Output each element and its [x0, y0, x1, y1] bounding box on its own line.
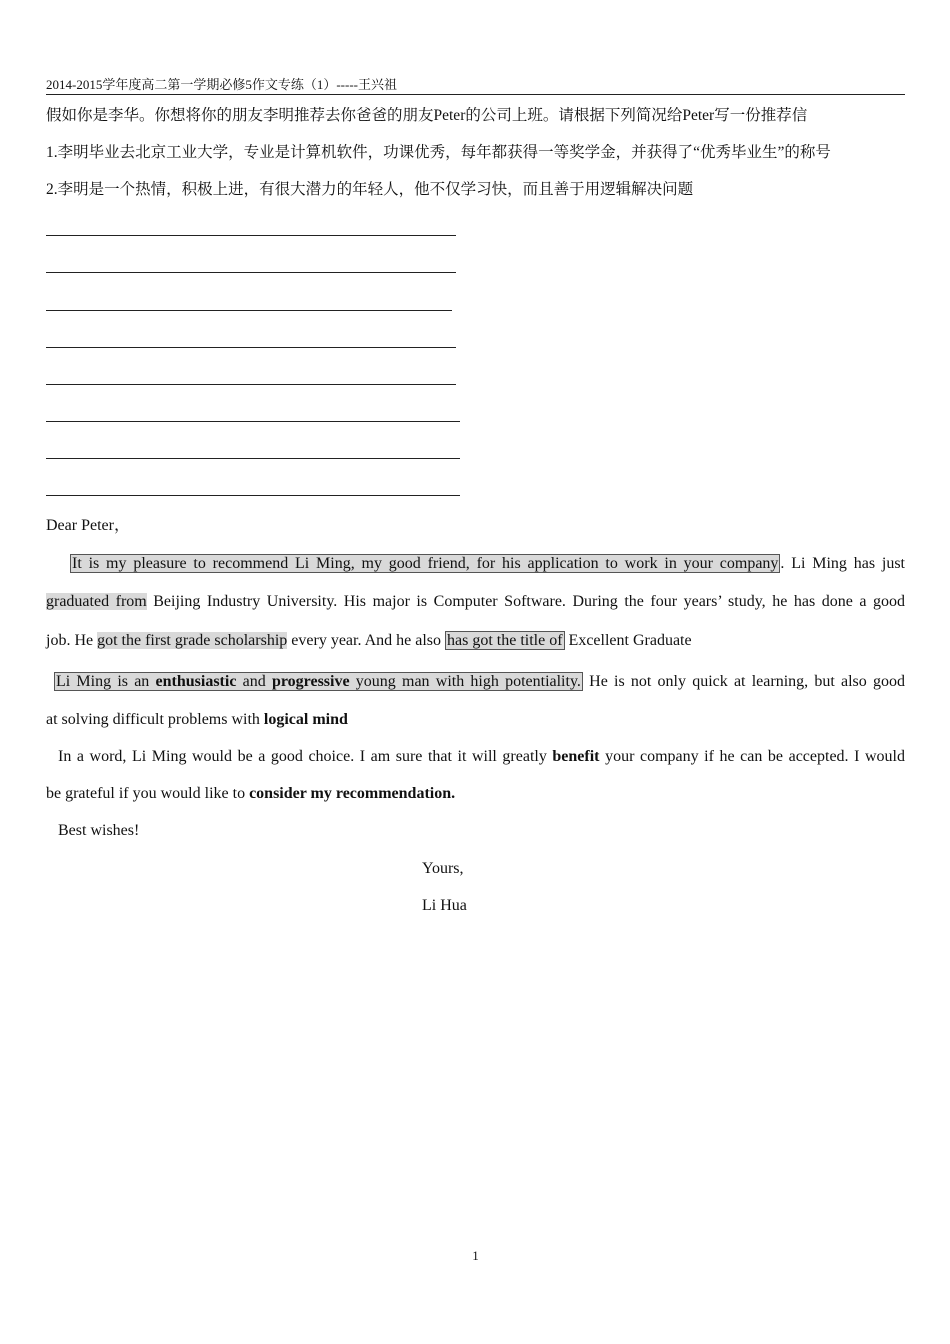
- prompt-line-3: 2.李明是一个热情，积极上进，有很大潜力的年轻人，他不仅学习快，而且善于用逻辑解决问题: [46, 181, 694, 198]
- answer-line: [46, 421, 460, 422]
- highlight-shade: got the first grade scholarship: [97, 632, 288, 649]
- page-number: 1: [472, 1248, 479, 1263]
- letter-greeting: Dear Peter，: [46, 517, 130, 534]
- answer-line: [46, 272, 456, 273]
- paragraph-2-line-2: at solving difficult problems with logical mind: [46, 711, 348, 728]
- highlight-shade: graduated from: [46, 593, 147, 610]
- highlight-box: It is my pleasure to recommend Li Ming, my good friend, for his application to work in your company: [72, 555, 779, 572]
- highlight-box: has got the title of: [447, 632, 563, 649]
- prompt-line-2: 1.李明毕业去北京工业大学，专业是计算机软件，功课优秀，每年都获得一等奖学金，并获得了“优秀毕业生”的称号: [46, 144, 831, 161]
- prompt-line-1: 假如你是李华。你想将你的朋友李明推荐去你爸爸的朋友Peter的公司上班。请根据下列简况给Peter写一份推荐信: [46, 107, 808, 124]
- paragraph-3-line-1: In a word, Li Ming would be a good choice. I am sure that it will greatly benefit your company if he can be accepted. I would: [58, 748, 905, 765]
- answer-line: [46, 347, 456, 348]
- answer-line: [46, 310, 452, 311]
- highlight-box: Li Ming is an enthusiastic and progressive young man with high potentiality.: [56, 673, 581, 690]
- answer-line: [46, 458, 460, 459]
- paragraph-1-line-2: graduated from Beijing Industry University. His major is Computer Software. During the four years’ study, he has done a good: [46, 593, 905, 610]
- paragraph-2-line-1: Li Ming is an enthusiastic and progressive young man with high potentiality. He is not only quick at learning, but also good: [56, 673, 905, 690]
- answer-line: [46, 235, 456, 236]
- answer-line: [46, 384, 456, 385]
- letter-signature: Li Hua: [422, 897, 467, 914]
- letter-signoff: Yours,: [422, 860, 464, 877]
- paragraph-1-line-3: job. He got the first grade scholarship every year. And he also has got the title of Excellent Graduate: [46, 632, 692, 649]
- answer-line: [46, 495, 460, 496]
- letter-closing: Best wishes!: [58, 822, 140, 839]
- page-header: 2014-2015学年度高二第一学期必修5作文专练（1）-----王兴祖: [46, 76, 905, 95]
- paragraph-1-line-1: It is my pleasure to recommend Li Ming, my good friend, for his application to work in your company . Li Ming has just: [72, 555, 905, 572]
- paragraph-3-line-2: be grateful if you would like to consider my recommendation.: [46, 785, 456, 802]
